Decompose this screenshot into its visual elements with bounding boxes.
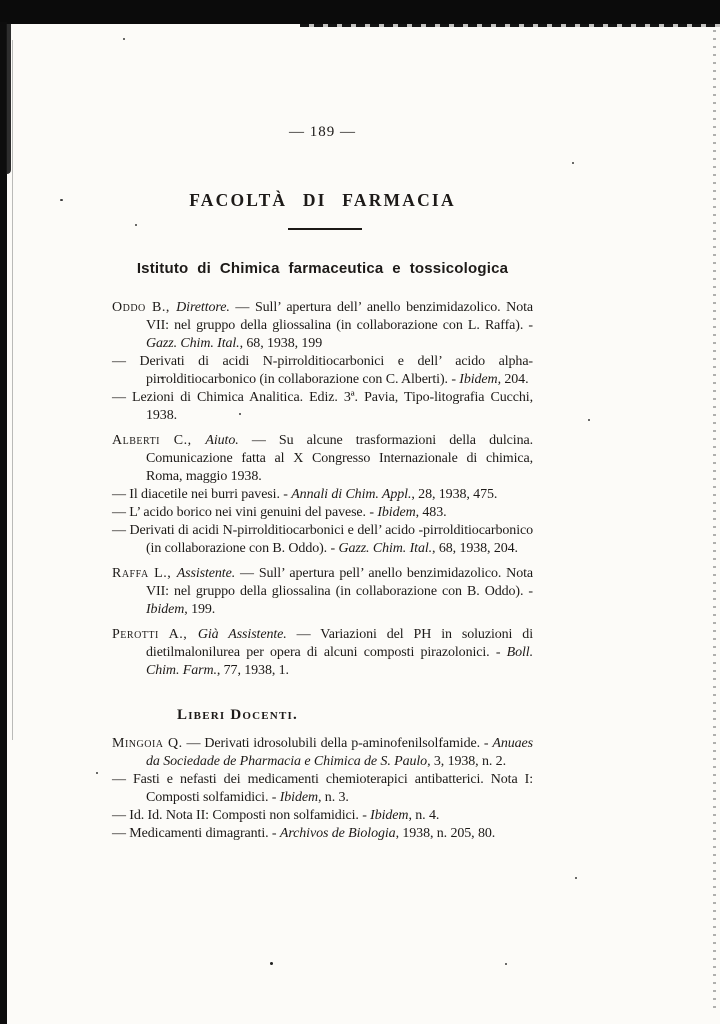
bib-entry-mingoia-3: — Id. Id. Nota II: Composti non solfamidici. - Ibidem, n. 4. <box>112 808 440 823</box>
page-number: — 189 — <box>289 124 356 140</box>
institute-heading: Istituto di Chimica farmaceutica e tossicologica <box>136 260 509 277</box>
bib-entry-alberti-3: — L’ acido borico nei vini genuini del pavese. - Ibidem, 483. <box>112 505 447 520</box>
scan-speck <box>60 199 63 201</box>
bib-entry-alberti-2: — Il diacetile nei burri pavesi. - Annali di Chim. Appl., 28, 1938, 475. <box>112 487 498 502</box>
bib-entry-oddo-3: — Lezioni di Chimica Analitica. Ediz. 3ª. Pavia, Tipo-litografia Cucchi, 1938. <box>112 390 533 423</box>
bib-entry-raffa-1: Raffa L., Assistente. — Sull’ apertura pell’ anello benzimidazolico. Nota VII: nel gruppo della gliossalina (in collaborazione con B. Oddo). - Ibidem, 199. <box>112 566 533 617</box>
bib-entry-oddo-2: — Derivati di acidi N-pirrolditiocarbonici e dell’ acido alpha-pirrolditiocarbonico (in collaborazione con C. Alberti). - Ibidem, 204. <box>112 354 533 387</box>
entry-group-raffa <box>112 565 533 619</box>
scan-speck <box>588 419 590 421</box>
page-content <box>112 0 533 1024</box>
entry-group-mingoia <box>112 735 533 843</box>
scan-speck <box>572 162 574 164</box>
scan-edge-right <box>713 30 716 1010</box>
entry-group-oddo <box>112 299 533 425</box>
bib-entry-oddo-1: Oddo B., Direttore. — Sull’ apertura dell’ anello benzimidazolico. Nota VII: nel gruppo della gliossalina (in collaborazione con L. Raffa). - Gazz. Chim. Ital., 68, 1938, 199 <box>112 300 533 351</box>
entry-group-alberti <box>112 432 533 558</box>
page-title: FACOLTÀ DI FARMACIA <box>189 190 456 210</box>
scan-speck <box>96 772 98 774</box>
title-rule <box>288 228 362 230</box>
bibliography <box>112 299 533 843</box>
bib-entry-perotti-1: Perotti A., Già Assistente. — Variazioni del PH in soluzioni di dietilmalonilurea per opera di alcuni composti pirazolonici. - Boll. Chim. Farm., 77, 1938, 1. <box>112 627 533 678</box>
scan-speck <box>575 877 577 879</box>
scan-edge-left-blot <box>6 24 11 174</box>
liberi-docenti-heading: Liberi Docenti. <box>177 707 298 723</box>
bib-entry-mingoia-4: — Medicamenti dimagranti. - Archivos de Biologia, 1938, n. 205, 80. <box>112 826 496 841</box>
bib-entry-mingoia-1: Mingoia Q. — Derivati idrosolubili della p-aminofenilsolfamide. - Anuaes da Sociedade de Pharmacia e Chimica de S. Paulo, 3, 1938, n. 2. <box>112 736 534 769</box>
entry-group-perotti <box>112 626 533 680</box>
bib-entry-alberti-4: — Derivati di acidi N-pirrolditiocarbonici e dell’ acido -pirrolditiocarbonico (in collaborazione con B. Oddo). - Gazz. Chim. Ital., 68, 1938, 204. <box>112 523 533 556</box>
binding-shadow-line <box>12 40 13 740</box>
bib-entry-alberti-1: Alberti C., Aiuto. — Su alcune trasformazioni della dulcina. Comunicazione fatta al X Congresso Internazionale di chimica, Roma, maggio 1938. <box>112 433 533 484</box>
bib-entry-mingoia-2: — Fasti e nefasti dei medicamenti chemioterapici antibatterici. Nota I: Composti solfamidici. - Ibidem, n. 3. <box>112 772 533 805</box>
